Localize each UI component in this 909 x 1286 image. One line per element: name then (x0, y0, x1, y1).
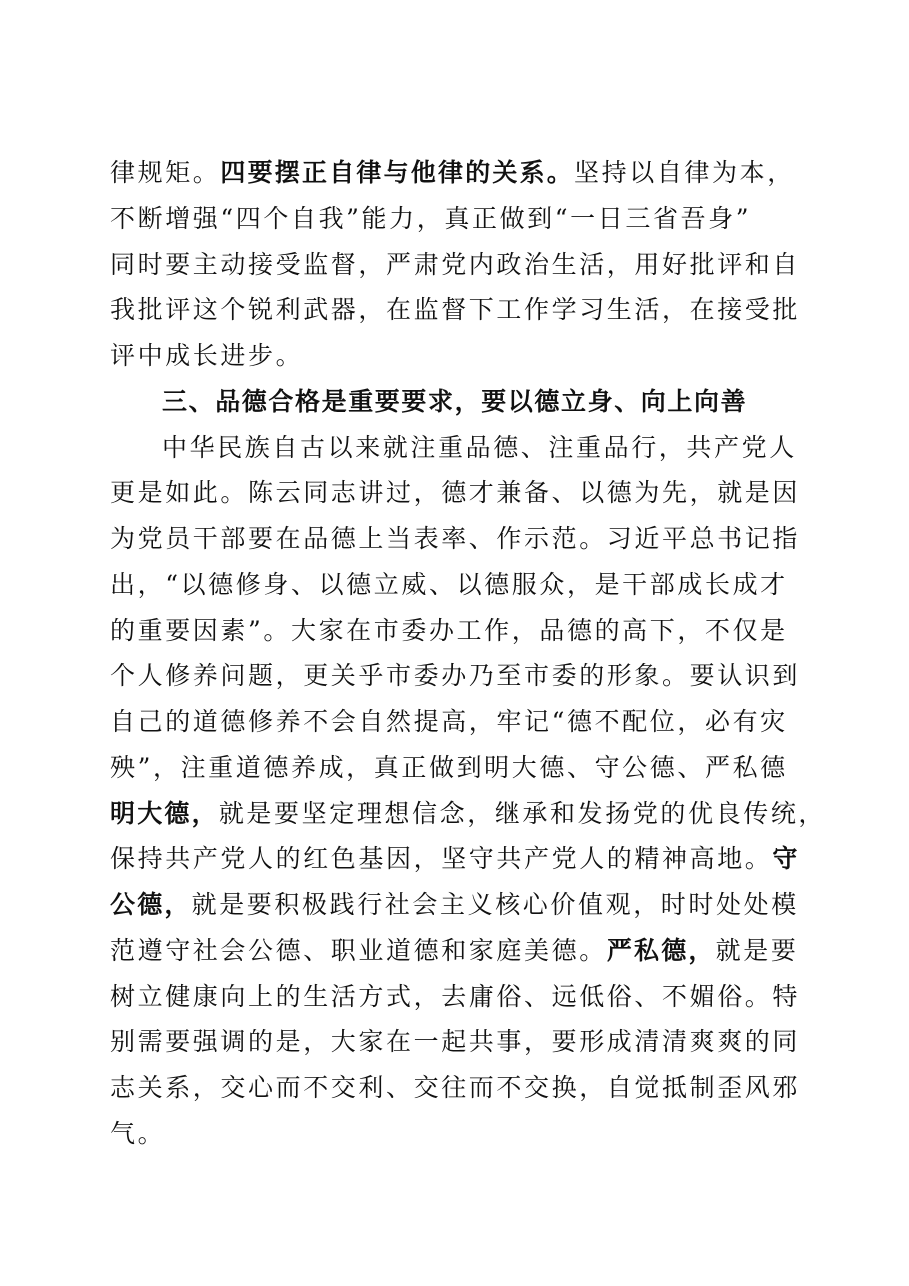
bold-point-four: 四要摆正自律与他律的关系。 (220, 158, 575, 187)
document-body (110, 150, 827, 1157)
text-run: 殃”，注重道德养成，真正做到明大德、守公德、严私德 (110, 752, 788, 782)
text-line-3 (110, 242, 810, 288)
text-line-7 (110, 425, 810, 471)
text-run: 气。 (110, 1118, 166, 1148)
text-run: 就是要 (715, 935, 799, 965)
text-run: 自己的道德修养不会自然提高，牢记“德不配位，必有灾 (110, 707, 788, 736)
text-line-16 (110, 836, 810, 882)
bold-shou-gong-de-start: 守 (772, 844, 800, 874)
text-line-13 (110, 699, 810, 745)
text-line-17 (110, 882, 810, 928)
text-line-10 (110, 562, 810, 608)
text-run: 同时要主动接受监督，严肃党内政治生活，用好批评和自 (110, 249, 801, 279)
text-line-21 (110, 1065, 810, 1111)
text-line-14 (110, 745, 810, 791)
text-line-9 (110, 516, 810, 562)
text-line-18 (110, 928, 810, 974)
text-run: 中华民族自古以来就注重品德、注重品行，共产党人 (162, 432, 797, 462)
text-run: 不断增强“四个自我”能力，真正做到“一日三省吾身” (110, 203, 752, 233)
text-run: 范遵守社会公德、职业道德和家庭美德。 (110, 935, 607, 965)
bold-yan-si-de: 严私德， (606, 935, 716, 965)
text-line-19 (110, 974, 810, 1020)
text-run: 就是要积极践行社会主义核心价值观，时时处处模 (191, 890, 799, 919)
text-run: 保持共产党人的红色基因，坚守共产党人的精神高地。 (110, 844, 773, 874)
text-line-12 (110, 653, 810, 699)
text-line-5 (110, 333, 810, 379)
text-run: 出，“以德修身、以德立威、以德服众，是干部成长成才 (110, 569, 788, 599)
bold-shou-gong-de-end: 公德， (110, 890, 192, 919)
text-line-11 (110, 608, 810, 654)
bold-ming-da-de: 明大德， (110, 798, 219, 828)
text-line-2 (110, 196, 810, 242)
text-run: 的重要因素”。大家在市委办工作，品德的高下，不仅是 (110, 615, 788, 645)
text-line-22 (110, 1111, 810, 1157)
text-run: 就是要坚定理想信念，继承和发扬党的优良传统， (218, 798, 827, 828)
text-line-20 (110, 1019, 810, 1065)
text-run: 更是如此。陈云同志讲过，德才兼备、以德为先，就是因 (110, 478, 801, 508)
text-run: 个人修养问题，更关乎市委办乃至市委的形象。要认识到 (110, 661, 801, 691)
text-run: 为党员干部要在品德上当表率、作示范。习近平总书记指 (110, 524, 801, 553)
section-heading (110, 379, 810, 425)
text-run: 我批评这个锐利武器，在监督下工作学习生活，在接受批 (110, 295, 801, 325)
text-run: 律规矩。 (110, 158, 221, 187)
text-run: 志关系，交心而不交利、交往而不交换，自觉抵制歪风邪 (110, 1073, 801, 1102)
text-run: 树立健康向上的生活方式，去庸俗、远低俗、不媚俗。特 (110, 981, 801, 1011)
text-run: 评中成长进步。 (110, 341, 304, 370)
text-line-4 (110, 287, 810, 333)
text-run: 别需要强调的是，大家在一起共事，要形成清清爽爽的同 (110, 1027, 801, 1057)
text-line-15 (110, 791, 827, 837)
text-line-8 (110, 470, 810, 516)
text-run: 坚持以自律为本， (574, 158, 795, 187)
text-line-1 (110, 150, 810, 196)
section-heading-text: 三、品德合格是重要要求，要以德立身、向上向善 (162, 386, 748, 416)
